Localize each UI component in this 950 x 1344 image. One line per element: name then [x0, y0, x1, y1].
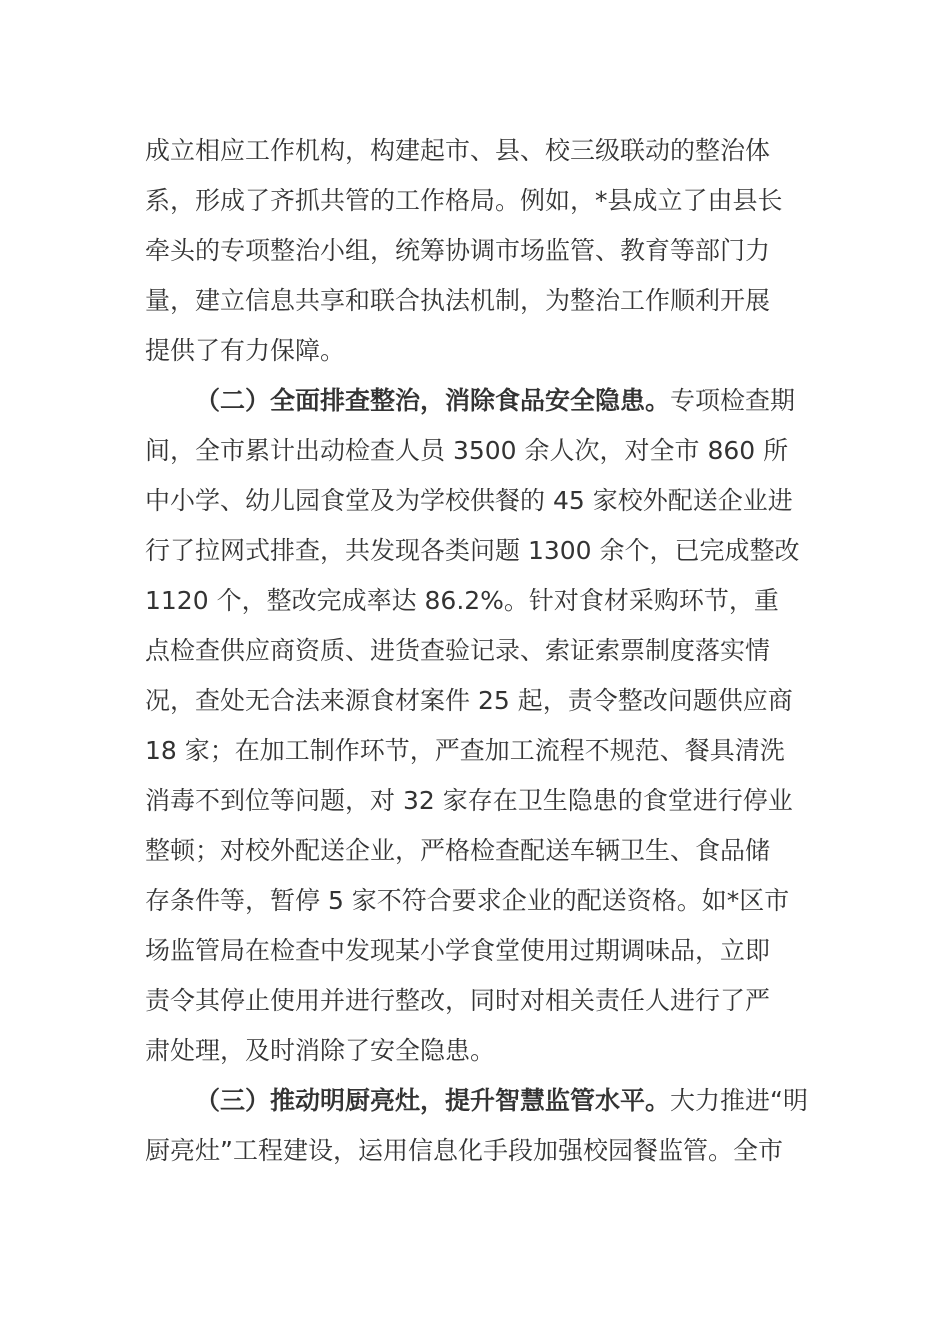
paragraph-line: 中小学、幼儿园食堂及为学校供餐的 45 家校外配送企业进 — [145, 486, 793, 515]
paragraph-line: 量，建立信息共享和联合执法机制，为整治工作顺利开展 — [145, 286, 771, 315]
paragraph-line: 系，形成了齐抓共管的工作格局。例如，*县成立了由县长 — [145, 186, 783, 215]
paragraph-line: 消毒不到位等问题，对 32 家存在卫生隐患的食堂进行停业 — [145, 786, 793, 815]
paragraph-line: 成立相应工作机构，构建起市、县、校三级联动的整治体 — [145, 136, 771, 165]
paragraph-line: 间，全市累计出动检查人员 3500 余人次，对全市 860 所 — [145, 436, 789, 465]
paragraph-line: 18 家；在加工制作环节，严查加工流程不规范、餐具清洗 — [145, 736, 785, 765]
paragraph-2 — [145, 376, 815, 1076]
paragraph-first-line — [145, 376, 815, 426]
paragraph-line: 牵头的专项整治小组，统筹协调市场监管、教育等部门力 — [145, 236, 771, 265]
document-body — [145, 126, 815, 1176]
paragraph-line: 责令其停止使用并进行整改，同时对相关责任人进行了严 — [145, 986, 771, 1015]
paragraph-line: 行了拉网式排查，共发现各类问题 1300 余个，已完成整改 — [145, 536, 800, 565]
paragraph-3 — [145, 1076, 815, 1176]
paragraph-line: 厨亮灶”工程建设，运用信息化手段加强校园餐监管。全市 — [145, 1136, 783, 1165]
section-heading: （二）全面排查整治，消除食品安全隐患。 — [195, 386, 671, 415]
paragraph-line: 1120 个，整改完成率达 86.2%。针对食材采购环节，重 — [145, 586, 779, 615]
paragraph-line: 存条件等，暂停 5 家不符合要求企业的配送资格。如*区市 — [145, 886, 790, 915]
section-heading: （三）推动明厨亮灶，提升智慧监管水平。 — [195, 1086, 671, 1115]
paragraph-text: 专项检查期 — [670, 386, 796, 415]
paragraph-line: 点检查供应商资质、进货查验记录、索证索票制度落实情 — [145, 636, 771, 665]
paragraph-line: 肃处理，及时消除了安全隐患。 — [145, 1036, 496, 1065]
paragraph-1 — [145, 126, 815, 376]
paragraph-line: 场监管局在检查中发现某小学食堂使用过期调味品，立即 — [145, 936, 771, 965]
paragraph-line: 整顿；对校外配送企业，严格检查配送车辆卫生、食品储 — [145, 836, 771, 865]
paragraph-first-line — [145, 1076, 815, 1126]
paragraph-line: 提供了有力保障。 — [145, 336, 346, 365]
paragraph-line: 况，查处无合法来源食材案件 25 起，责令整改问题供应商 — [145, 686, 793, 715]
paragraph-text: 大力推进“明 — [670, 1086, 808, 1115]
